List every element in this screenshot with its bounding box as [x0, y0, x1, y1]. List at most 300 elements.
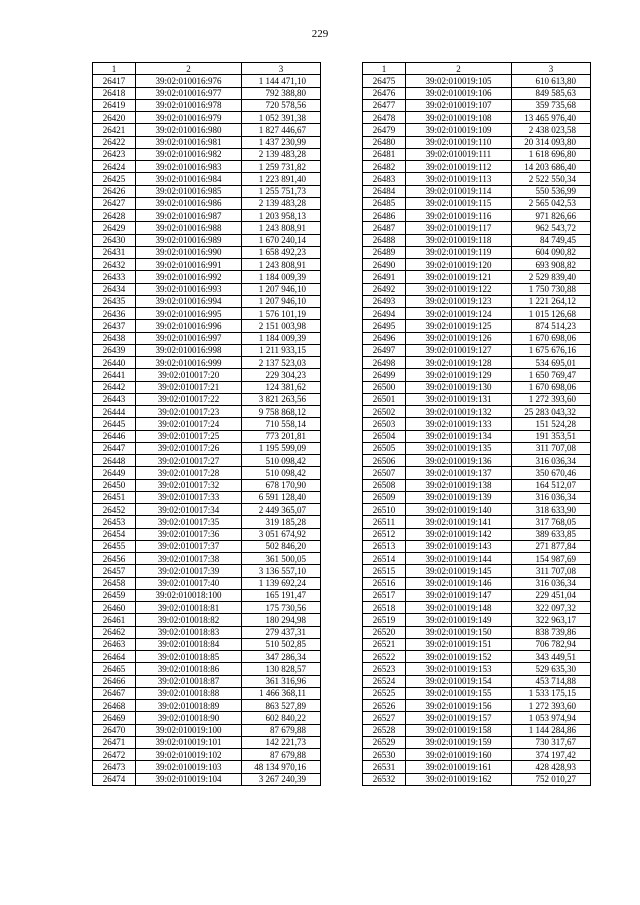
cadastral-number-cell: 39:02:010019:127 [406, 344, 512, 356]
value-cell: 3 821 263,56 [242, 393, 321, 405]
table-body-right [363, 63, 591, 786]
table-row [93, 185, 321, 197]
table-row [93, 663, 321, 675]
row-number-cell: 26429 [93, 222, 136, 234]
cadastral-number-cell: 39:02:010019:152 [406, 651, 512, 663]
table-row [93, 467, 321, 479]
cadastral-number-cell: 39:02:010019:151 [406, 638, 512, 650]
value-cell: 1 576 101,19 [242, 308, 321, 320]
value-cell: 151 524,28 [512, 418, 591, 430]
row-number-cell: 26530 [363, 749, 406, 761]
table-row [93, 271, 321, 283]
table-row [93, 516, 321, 528]
value-cell: 13 465 976,40 [512, 112, 591, 124]
table-row [93, 381, 321, 393]
row-number-cell: 26438 [93, 332, 136, 344]
value-cell: 1 223 891,40 [242, 173, 321, 185]
cadastral-number-cell: 39:02:010019:162 [406, 773, 512, 785]
table-row [363, 687, 591, 699]
value-cell: 1 272 393,60 [512, 393, 591, 405]
value-cell: 752 010,27 [512, 773, 591, 785]
cadastral-number-cell: 39:02:010019:138 [406, 479, 512, 491]
row-number-cell: 26417 [93, 75, 136, 87]
table-row [363, 675, 591, 687]
cadastral-number-cell: 39:02:010018:83 [136, 626, 242, 638]
cadastral-number-cell: 39:02:010016:995 [136, 308, 242, 320]
table-row [363, 393, 591, 405]
value-cell: 2 449 365,07 [242, 504, 321, 516]
cadastral-number-cell: 39:02:010016:986 [136, 197, 242, 209]
row-number-cell: 26435 [93, 295, 136, 307]
row-number-cell: 26468 [93, 700, 136, 712]
cadastral-number-cell: 39:02:010017:38 [136, 553, 242, 565]
cadastral-number-cell: 39:02:010019:159 [406, 736, 512, 748]
row-number-cell: 26497 [363, 344, 406, 356]
cadastral-number-cell: 39:02:010016:980 [136, 124, 242, 136]
table-row [93, 308, 321, 320]
table-row [363, 197, 591, 209]
cadastral-number-cell: 39:02:010018:85 [136, 651, 242, 663]
row-number-cell: 26517 [363, 589, 406, 601]
row-number-cell: 26478 [363, 112, 406, 124]
table-body-left [93, 63, 321, 786]
value-cell: 1 675 676,16 [512, 344, 591, 356]
row-number-cell: 26432 [93, 259, 136, 271]
value-cell: 374 197,42 [512, 749, 591, 761]
table-row [363, 565, 591, 577]
cadastral-number-cell: 39:02:010019:100 [136, 724, 242, 736]
value-cell: 279 437,31 [242, 626, 321, 638]
value-cell: 1 144 284,86 [512, 724, 591, 736]
row-number-cell: 26419 [93, 99, 136, 111]
row-number-cell: 26465 [93, 663, 136, 675]
cadastral-number-cell: 39:02:010019:109 [406, 124, 512, 136]
cadastral-number-cell: 39:02:010019:148 [406, 602, 512, 614]
table-row [93, 124, 321, 136]
table-row [93, 357, 321, 369]
value-cell: 1 437 230,99 [242, 136, 321, 148]
cadastral-number-cell: 39:02:010019:134 [406, 430, 512, 442]
value-cell: 2 137 523,03 [242, 357, 321, 369]
value-cell: 510 098,42 [242, 455, 321, 467]
value-cell: 1 466 368,11 [242, 687, 321, 699]
cadastral-number-cell: 39:02:010019:144 [406, 553, 512, 565]
table-header-row [363, 63, 591, 75]
cadastral-number-cell: 39:02:010019:123 [406, 295, 512, 307]
row-number-cell: 26488 [363, 234, 406, 246]
value-cell: 1 658 492,23 [242, 246, 321, 258]
table-row [93, 626, 321, 638]
value-cell: 3 267 240,39 [242, 773, 321, 785]
value-cell: 863 527,89 [242, 700, 321, 712]
table-row [93, 675, 321, 687]
row-number-cell: 26449 [93, 467, 136, 479]
value-cell: 730 317,67 [512, 736, 591, 748]
cadastral-number-cell: 39:02:010019:103 [136, 761, 242, 773]
cadastral-number-cell: 39:02:010019:145 [406, 565, 512, 577]
row-number-cell: 26475 [363, 75, 406, 87]
cadastral-number-cell: 39:02:010019:153 [406, 663, 512, 675]
table-row [363, 491, 591, 503]
cadastral-number-cell: 39:02:010019:132 [406, 406, 512, 418]
value-cell: 87 679,88 [242, 724, 321, 736]
cadastral-number-cell: 39:02:010019:137 [406, 467, 512, 479]
row-number-cell: 26514 [363, 553, 406, 565]
table-row [363, 381, 591, 393]
value-cell: 2 529 839,40 [512, 271, 591, 283]
value-cell: 971 826,66 [512, 210, 591, 222]
row-number-cell: 26496 [363, 332, 406, 344]
row-number-cell: 26529 [363, 736, 406, 748]
row-number-cell: 26445 [93, 418, 136, 430]
value-cell: 20 314 093,80 [512, 136, 591, 148]
cadastral-number-cell: 39:02:010019:106 [406, 87, 512, 99]
row-number-cell: 26457 [93, 565, 136, 577]
row-number-cell: 26451 [93, 491, 136, 503]
table-row [93, 197, 321, 209]
row-number-cell: 26472 [93, 749, 136, 761]
cadastral-number-cell: 39:02:010017:34 [136, 504, 242, 516]
cadastral-number-cell: 39:02:010018:86 [136, 663, 242, 675]
row-number-cell: 26422 [93, 136, 136, 148]
cadastral-number-cell: 39:02:010019:147 [406, 589, 512, 601]
table-row [93, 553, 321, 565]
page-number: 229 [311, 28, 329, 40]
cadastral-number-cell: 39:02:010017:32 [136, 479, 242, 491]
cadastral-number-cell: 39:02:010019:160 [406, 749, 512, 761]
cadastral-number-cell: 39:02:010019:130 [406, 381, 512, 393]
cadastral-number-cell: 39:02:010016:993 [136, 283, 242, 295]
value-cell: 1 272 393,60 [512, 700, 591, 712]
value-cell: 359 735,68 [512, 99, 591, 111]
cadastral-number-cell: 39:02:010016:994 [136, 295, 242, 307]
table-row [363, 357, 591, 369]
cadastral-number-cell: 39:02:010016:985 [136, 185, 242, 197]
table-row [363, 528, 591, 540]
row-number-cell: 26443 [93, 393, 136, 405]
table-row [93, 369, 321, 381]
value-cell: 165 191,47 [242, 589, 321, 601]
row-number-cell: 26447 [93, 442, 136, 454]
row-number-cell: 26448 [93, 455, 136, 467]
cadastral-number-cell: 39:02:010016:983 [136, 161, 242, 173]
row-number-cell: 26428 [93, 210, 136, 222]
registry-table-left [92, 62, 321, 786]
cadastral-number-cell: 39:02:010019:126 [406, 332, 512, 344]
cadastral-number-cell: 39:02:010019:110 [406, 136, 512, 148]
column-header: 1 [363, 63, 406, 75]
value-cell: 2 438 023,58 [512, 124, 591, 136]
cadastral-number-cell: 39:02:010017:39 [136, 565, 242, 577]
cadastral-number-cell: 39:02:010019:149 [406, 614, 512, 626]
cadastral-number-cell: 39:02:010016:977 [136, 87, 242, 99]
value-cell: 1 203 958,13 [242, 210, 321, 222]
row-number-cell: 26427 [93, 197, 136, 209]
value-cell: 510 502,85 [242, 638, 321, 650]
row-number-cell: 26464 [93, 651, 136, 663]
table-row [93, 651, 321, 663]
table-row [93, 283, 321, 295]
row-number-cell: 26441 [93, 369, 136, 381]
value-cell: 175 730,56 [242, 602, 321, 614]
cadastral-number-cell: 39:02:010016:987 [136, 210, 242, 222]
table-row [93, 87, 321, 99]
cadastral-number-cell: 39:02:010019:102 [136, 749, 242, 761]
table-row [93, 687, 321, 699]
row-number-cell: 26439 [93, 344, 136, 356]
row-number-cell: 26519 [363, 614, 406, 626]
row-number-cell: 26501 [363, 393, 406, 405]
row-number-cell: 26515 [363, 565, 406, 577]
table-row [363, 663, 591, 675]
value-cell: 428 428,93 [512, 761, 591, 773]
table-row [363, 320, 591, 332]
cadastral-number-cell: 39:02:010016:990 [136, 246, 242, 258]
table-row [93, 442, 321, 454]
table-row [93, 430, 321, 442]
table-row [93, 736, 321, 748]
table-row [363, 651, 591, 663]
value-cell: 322 963,17 [512, 614, 591, 626]
cadastral-number-cell: 39:02:010017:25 [136, 430, 242, 442]
value-cell: 1 052 391,38 [242, 112, 321, 124]
table-row [93, 565, 321, 577]
row-number-cell: 26446 [93, 430, 136, 442]
value-cell: 1 243 808,91 [242, 259, 321, 271]
value-cell: 706 782,94 [512, 638, 591, 650]
value-cell: 343 449,51 [512, 651, 591, 663]
table-row [363, 161, 591, 173]
value-cell: 1 195 599,09 [242, 442, 321, 454]
value-cell: 1 184 009,39 [242, 332, 321, 344]
value-cell: 25 283 043,32 [512, 406, 591, 418]
cadastral-number-cell: 39:02:010017:22 [136, 393, 242, 405]
table-row [93, 589, 321, 601]
row-number-cell: 26482 [363, 161, 406, 173]
row-number-cell: 26484 [363, 185, 406, 197]
row-number-cell: 26479 [363, 124, 406, 136]
table-row [363, 442, 591, 454]
cadastral-number-cell: 39:02:010019:129 [406, 369, 512, 381]
table-row [93, 749, 321, 761]
value-cell: 3 136 557,10 [242, 565, 321, 577]
row-number-cell: 26522 [363, 651, 406, 663]
table-row [93, 418, 321, 430]
table-row [363, 185, 591, 197]
table-row [363, 332, 591, 344]
table-row [363, 295, 591, 307]
row-number-cell: 26490 [363, 259, 406, 271]
row-number-cell: 26455 [93, 540, 136, 552]
cadastral-number-cell: 39:02:010019:108 [406, 112, 512, 124]
cadastral-number-cell: 39:02:010016:988 [136, 222, 242, 234]
table-row [363, 418, 591, 430]
table-row [93, 112, 321, 124]
row-number-cell: 26531 [363, 761, 406, 773]
table-row [93, 136, 321, 148]
row-number-cell: 26469 [93, 712, 136, 724]
row-number-cell: 26492 [363, 283, 406, 295]
value-cell: 229 304,23 [242, 369, 321, 381]
row-number-cell: 26420 [93, 112, 136, 124]
row-number-cell: 26480 [363, 136, 406, 148]
row-number-cell: 26460 [93, 602, 136, 614]
cadastral-number-cell: 39:02:010016:997 [136, 332, 242, 344]
cadastral-number-cell: 39:02:010016:996 [136, 320, 242, 332]
value-cell: 317 768,05 [512, 516, 591, 528]
value-cell: 322 097,32 [512, 602, 591, 614]
row-number-cell: 26423 [93, 148, 136, 160]
row-number-cell: 26523 [363, 663, 406, 675]
row-number-cell: 26467 [93, 687, 136, 699]
cadastral-number-cell: 39:02:010019:156 [406, 700, 512, 712]
cadastral-number-cell: 39:02:010019:143 [406, 540, 512, 552]
value-cell: 319 185,28 [242, 516, 321, 528]
row-number-cell: 26454 [93, 528, 136, 540]
table-row [363, 516, 591, 528]
value-cell: 1 750 730,88 [512, 283, 591, 295]
row-number-cell: 26526 [363, 700, 406, 712]
cadastral-number-cell: 39:02:010019:131 [406, 393, 512, 405]
cadastral-number-cell: 39:02:010019:111 [406, 148, 512, 160]
row-number-cell: 26442 [93, 381, 136, 393]
cadastral-number-cell: 39:02:010019:118 [406, 234, 512, 246]
row-number-cell: 26481 [363, 148, 406, 160]
cadastral-number-cell: 39:02:010019:114 [406, 185, 512, 197]
table-row [93, 320, 321, 332]
value-cell: 453 714,88 [512, 675, 591, 687]
table-row [363, 222, 591, 234]
cadastral-number-cell: 39:02:010019:121 [406, 271, 512, 283]
cadastral-number-cell: 39:02:010017:20 [136, 369, 242, 381]
cadastral-number-cell: 39:02:010019:136 [406, 455, 512, 467]
value-cell: 191 353,51 [512, 430, 591, 442]
row-number-cell: 26507 [363, 467, 406, 479]
row-number-cell: 26509 [363, 491, 406, 503]
row-number-cell: 26463 [93, 638, 136, 650]
value-cell: 2 139 483,28 [242, 197, 321, 209]
cadastral-number-cell: 39:02:010016:979 [136, 112, 242, 124]
table-row [363, 712, 591, 724]
value-cell: 838 739,86 [512, 626, 591, 638]
value-cell: 311 707,08 [512, 565, 591, 577]
value-cell: 773 201,81 [242, 430, 321, 442]
table-row [93, 479, 321, 491]
value-cell: 9 758 868,12 [242, 406, 321, 418]
value-cell: 849 585,63 [512, 87, 591, 99]
value-cell: 124 381,62 [242, 381, 321, 393]
table-row [363, 308, 591, 320]
row-number-cell: 26425 [93, 173, 136, 185]
cadastral-number-cell: 39:02:010018:90 [136, 712, 242, 724]
value-cell: 1 670 240,14 [242, 234, 321, 246]
value-cell: 720 578,56 [242, 99, 321, 111]
row-number-cell: 26437 [93, 320, 136, 332]
value-cell: 1 650 769,47 [512, 369, 591, 381]
value-cell: 1 139 692,24 [242, 577, 321, 589]
cadastral-number-cell: 39:02:010018:84 [136, 638, 242, 650]
value-cell: 693 908,82 [512, 259, 591, 271]
table-row [363, 467, 591, 479]
table-row [363, 626, 591, 638]
row-number-cell: 26424 [93, 161, 136, 173]
cadastral-number-cell: 39:02:010019:139 [406, 491, 512, 503]
value-cell: 604 090,82 [512, 246, 591, 258]
value-cell: 180 294,98 [242, 614, 321, 626]
row-number-cell: 26516 [363, 577, 406, 589]
row-number-cell: 26436 [93, 308, 136, 320]
table-row [363, 99, 591, 111]
cadastral-number-cell: 39:02:010019:141 [406, 516, 512, 528]
table-row [93, 234, 321, 246]
table-row [363, 136, 591, 148]
table-row [363, 124, 591, 136]
cadastral-number-cell: 39:02:010019:125 [406, 320, 512, 332]
cadastral-number-cell: 39:02:010016:991 [136, 259, 242, 271]
value-cell: 1 827 446,67 [242, 124, 321, 136]
cadastral-number-cell: 39:02:010017:28 [136, 467, 242, 479]
cadastral-number-cell: 39:02:010016:984 [136, 173, 242, 185]
cadastral-number-cell: 39:02:010018:87 [136, 675, 242, 687]
cadastral-number-cell: 39:02:010016:992 [136, 271, 242, 283]
table-row [93, 504, 321, 516]
value-cell: 510 098,42 [242, 467, 321, 479]
row-number-cell: 26461 [93, 614, 136, 626]
value-cell: 350 670,46 [512, 467, 591, 479]
cadastral-number-cell: 39:02:010019:128 [406, 357, 512, 369]
row-number-cell: 26486 [363, 210, 406, 222]
table-row [93, 222, 321, 234]
table-row [93, 99, 321, 111]
value-cell: 87 679,88 [242, 749, 321, 761]
cadastral-number-cell: 39:02:010019:107 [406, 99, 512, 111]
table-row [93, 602, 321, 614]
table-row [93, 246, 321, 258]
cadastral-number-cell: 39:02:010016:998 [136, 344, 242, 356]
row-number-cell: 26508 [363, 479, 406, 491]
cadastral-number-cell: 39:02:010018:89 [136, 700, 242, 712]
cadastral-number-cell: 39:02:010016:999 [136, 357, 242, 369]
cadastral-number-cell: 39:02:010019:158 [406, 724, 512, 736]
row-number-cell: 26495 [363, 320, 406, 332]
table-row [363, 210, 591, 222]
cadastral-number-cell: 39:02:010019:150 [406, 626, 512, 638]
cadastral-number-cell: 39:02:010019:116 [406, 210, 512, 222]
table-row [93, 332, 321, 344]
column-header: 3 [242, 63, 321, 75]
value-cell: 962 543,72 [512, 222, 591, 234]
row-number-cell: 26504 [363, 430, 406, 442]
row-number-cell: 26421 [93, 124, 136, 136]
value-cell: 347 286,34 [242, 651, 321, 663]
table-row [363, 148, 591, 160]
table-row [363, 638, 591, 650]
cadastral-number-cell: 39:02:010019:142 [406, 528, 512, 540]
row-number-cell: 26462 [93, 626, 136, 638]
value-cell: 164 512,07 [512, 479, 591, 491]
table-row [93, 295, 321, 307]
cadastral-number-cell: 39:02:010019:113 [406, 173, 512, 185]
table-row [93, 712, 321, 724]
value-cell: 1 255 751,73 [242, 185, 321, 197]
row-number-cell: 26426 [93, 185, 136, 197]
table-row [363, 406, 591, 418]
table-row [363, 700, 591, 712]
table-row [93, 773, 321, 785]
cadastral-number-cell: 39:02:010016:989 [136, 234, 242, 246]
column-header: 2 [406, 63, 512, 75]
cadastral-number-cell: 39:02:010019:117 [406, 222, 512, 234]
